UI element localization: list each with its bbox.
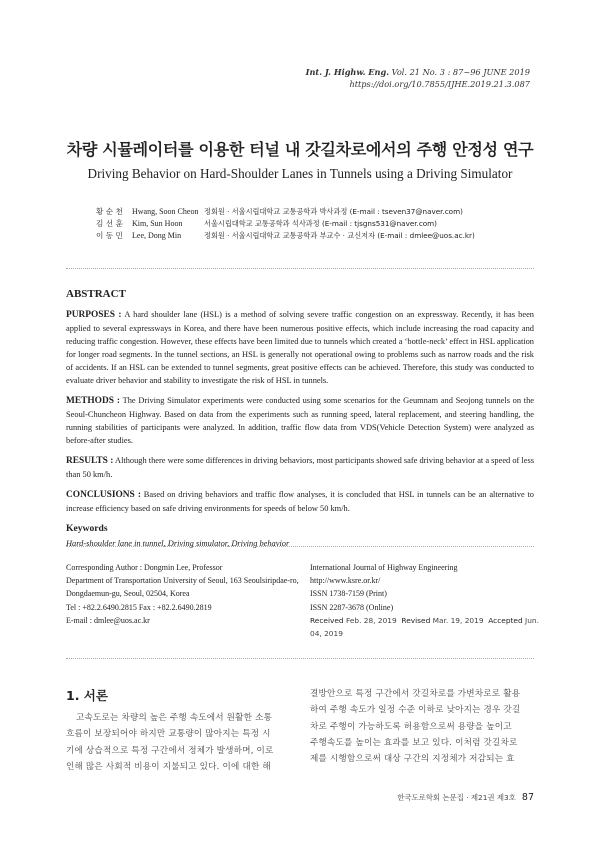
body-line: 차로 주행이 가능하도록 허용함으로써 용량을 높이고 [310,721,512,732]
footer-journal: 한국도로학회 논문집 · 제21권 제3호 [397,793,516,802]
page-footer [397,792,534,803]
methods-text: The Driving Simulator experiments were conducted using some scenarios for the Geumnam and Seojong tunnels on the Seoul-Chuncheon Highway. Based on data from the experiments such as running speed, lateral replacement, and steering handling, the running stabilities of participants were analyzed. In addition, traffic flow data from VDS(Vehicle Detection System) were analyzed as before-after studies. [66,396,534,445]
title-korean: 차량 시뮬레이터를 이용한 터널 내 갓길차로에서의 주행 안정성 연구 [66,140,534,159]
received-label: Received [310,615,344,625]
issn-print: ISSN 1738-7159 (Print) [310,589,387,599]
section-title: 1. 서론 [66,688,108,703]
issn-online: ISSN 2287-3678 (Online) [310,602,394,612]
journal-info-block [310,561,540,640]
body-column-left [66,710,292,775]
author-name-ko: 김 선 훈 [96,219,123,228]
divider [66,268,534,269]
abstract-methods [66,394,534,447]
corresponding-address: Dongdaemun-gu, Seoul, 02504, Korea [66,589,190,599]
author-row [96,230,536,242]
journal-citation [306,66,530,78]
corresponding-dept: Department of Transportation University of Seoul, 163 Seoulsiripdae-ro, [66,576,299,586]
revised-date: Mar. 19, 2019 [432,615,484,625]
title-english: Driving Behavior on Hard-Shoulder Lanes in Tunnels using a Driving Simulator [87,166,513,181]
author-name-en: Hwang, Soon Cheon [132,207,199,216]
author-affiliation: 서울시립대학교 교통공학과 석사과정 (E-mail : tjsgns531@naver.com) [204,219,437,228]
corresponding-author: Corresponding Author : Dongmin Lee, Professor [66,563,223,572]
dates-line [310,614,540,640]
received-date: Feb. 28, 2019 [346,615,397,625]
journal-url[interactable]: http://www.ksre.or.kr/ [310,576,381,586]
body-line: 결방안으로 특정 구간에서 갓길차로를 가변차로로 활용 [310,689,521,699]
divider [66,658,534,659]
author-affiliation: 정회원 · 서울시립대학교 교통공학과 부교수 · 교신저자 (E-mail : dmlee@uos.ac.kr) [204,231,475,240]
corresponding-email: E-mail : dmlee@uos.ac.kr [66,615,150,625]
divider [66,546,534,547]
author-name-ko: 황 순 천 [96,207,123,216]
accepted-label: Accepted [488,615,523,625]
body-column-right [310,686,536,767]
journal-name: Int. J. Highw. Eng. [305,67,390,77]
body-line: 주행속도를 높이는 효과를 보고 있다. 이처럼 갓길차로 [310,737,518,748]
results-label: RESULTS : [66,456,114,466]
author-name-en: Lee, Dong Min [132,231,182,240]
body-line: 인해 많은 사회적 비용이 지불되고 있다. 이에 대한 해 [66,761,271,772]
abstract-conclusions [66,488,534,515]
author-name-en: Kim, Sun Hoon [132,219,183,228]
body-line: 기에 상습적으로 특정 구간에서 정체가 발생하며, 이로 [66,745,274,756]
author-row [96,218,536,230]
corresponding-author-block [66,561,306,627]
revised-label: Revised [401,615,431,625]
keywords-label: Keywords [66,523,108,534]
body-line: 하여 주행 속도가 일정 수준 이하로 낮아지는 경우 갓길 [310,705,521,716]
journal-volume: Vol. 21 No. 3 : 87~96 JUNE 2019 [391,67,530,77]
abstract-purposes [66,308,534,387]
methods-label: METHODS : [66,396,121,406]
results-text: Although there were some differences in driving behaviors, most participants showed safe driving behavior at a speed of less than 50 km/h. [66,456,534,479]
author-row [96,206,536,218]
keywords-text: Hard-shoulder lane in tunnel, Driving simulator, Driving behavior [66,539,290,548]
author-name-ko: 이 동 민 [96,231,123,240]
journal-header [306,66,530,90]
corresponding-tel: Tel : +82.2.6490.2815 Fax : +82.2.6490.2819 [66,602,212,612]
journal-info-name: International Journal of Highway Engineering [310,563,458,572]
doi-link[interactable]: https://doi.org/10.7855/IJHE.2019.21.3.087 [349,79,530,89]
author-affiliation: 정회원 · 서울시립대학교 교통공학과 박사과정 (E-mail : tseven37@naver.com) [204,207,463,216]
abstract [66,288,534,550]
purposes-label: PURPOSES : [66,310,122,320]
accepted-date: Jun. 04, 2019 [310,615,539,639]
conclusions-text: Based on driving behaviors and traffic flow analyses, it is concluded that HSL in tunnels can be an alternative to increase efficiency based on safe driving environments for speeds of below 50 km/h. [66,490,534,513]
body-line: 고속도로는 차량의 높은 주행 속도에서 원활한 소통 [76,713,273,723]
conclusions-label: CONCLUSIONS : [66,490,141,500]
body-line: 제를 시행함으로써 대상 구간의 지정체가 저감되는 효 [310,754,515,765]
body-line: 흐름이 보장되어야 하지만 교통량이 많아지는 특정 시 [66,729,271,740]
abstract-heading: ABSTRACT [66,288,126,300]
page-number: 87 [521,792,534,803]
purposes-text: A hard shoulder lane (HSL) is a method of solving severe traffic congestion on an expressway. Recently, it has been applied to several expressways in Korea, and there have been numerous positive effects, which include increasing the road capacity and reducing traffic congestion. However, these effects have been limited due to tunnels which created a ‘bottle-neck’ effect in HSL application for longer road segments. In the tunnel sections, an HSL is generally not operational owing to problems such as narrow roads and the risk of accidents. If an HSL can be extended to tunnel segments, great positive effects can be achieved. Therefore, this study was conducted to evaluate driver behavior and stability to investigate the risk of HSL in tunnels. [66,310,534,385]
abstract-results [66,454,534,481]
